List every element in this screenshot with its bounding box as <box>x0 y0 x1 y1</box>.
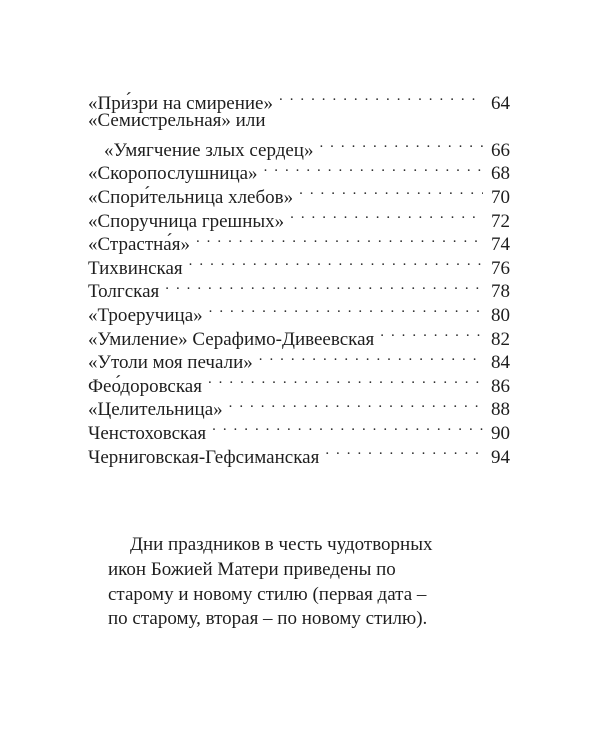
toc-entry <box>88 439 510 468</box>
toc-entry-title: Ченстоховская <box>88 422 207 444</box>
toc-entry-title: «Троеручица» <box>88 304 203 326</box>
dot-leader <box>319 132 483 156</box>
note-line: по старому, вторая – по новому стилю). <box>108 608 428 630</box>
dot-leader <box>212 415 483 439</box>
toc-entry-title-continuation: «Умягчение злых сердец» <box>104 139 314 161</box>
toc-entry-page: 76 <box>491 257 510 279</box>
toc-entry-page: 82 <box>491 328 510 350</box>
toc-entry-page: 74 <box>491 234 510 256</box>
calendar-style-note <box>108 533 508 632</box>
note-line: Дни праздников в честь чудотворных <box>130 534 433 555</box>
toc-entry-title: «При́зри на смирение» <box>88 92 273 114</box>
toc-entry <box>88 227 510 256</box>
dot-leader <box>380 321 483 345</box>
toc-entry <box>88 179 510 208</box>
dot-leader <box>196 227 483 251</box>
dot-leader <box>325 439 483 463</box>
toc-entry-title: «Умиление» Серафимо-Дивеевская <box>88 328 375 350</box>
toc-entry-title: «Утоли моя печали» <box>88 352 253 374</box>
toc-entry <box>88 203 510 232</box>
toc-entry-title: Черниговская-Гефсиманская <box>88 446 320 468</box>
dot-leader <box>208 368 483 392</box>
dot-leader <box>279 85 483 109</box>
toc-entry <box>88 321 510 350</box>
dot-leader <box>229 392 483 416</box>
dot-leader <box>259 345 483 369</box>
toc-entry-title: «Страстна́я» <box>88 234 190 256</box>
note-line: старому и новому стилю (первая дата – <box>108 583 427 605</box>
toc-entry-page: 68 <box>491 163 510 185</box>
dot-leader <box>189 250 483 274</box>
toc-entry-page: 72 <box>491 210 510 232</box>
toc-entry <box>88 85 510 114</box>
dot-leader <box>264 156 483 180</box>
toc-entry <box>88 345 510 374</box>
toc-entry-title: «Скоропослушница» <box>88 163 258 185</box>
toc-entry <box>88 297 510 326</box>
toc-entry-page: 78 <box>491 281 510 303</box>
toc-entry-page: 86 <box>491 375 510 397</box>
dot-leader <box>299 179 483 203</box>
toc-entry-page: 64 <box>491 92 510 114</box>
toc-entry-title: Фео́доровская <box>88 375 202 397</box>
toc-entry-page: 90 <box>491 422 510 444</box>
toc-entry-page: 88 <box>491 399 510 421</box>
toc-entry-page: 94 <box>491 446 510 468</box>
note-line: икон Божией Матери приведены по <box>108 558 396 580</box>
toc-entry-page: 84 <box>491 352 510 374</box>
toc-entry <box>88 109 510 161</box>
toc-entry-title: «Целительница» <box>88 399 223 421</box>
dot-leader <box>209 297 483 321</box>
toc-entry-page: 80 <box>491 304 510 326</box>
toc-entry <box>88 392 510 421</box>
toc-entry <box>88 250 510 279</box>
toc-entry-title: «Семистрельная» или <box>88 109 266 131</box>
toc-entry <box>88 274 510 303</box>
toc-entry <box>88 156 510 185</box>
toc-entry-title: Толгская <box>88 281 160 303</box>
toc-entry-page: 66 <box>491 139 510 161</box>
dot-leader <box>165 274 483 298</box>
toc-entry-title: «Спори́тельница хлебов» <box>88 186 294 208</box>
toc-entry-title: «Споручница грешных» <box>88 210 285 232</box>
toc-entry <box>88 368 510 397</box>
table-of-contents <box>88 85 510 468</box>
toc-entry-title: Тихвинская <box>88 257 183 279</box>
dot-leader <box>290 203 483 227</box>
toc-entry <box>88 415 510 444</box>
toc-entry-page: 70 <box>491 186 510 208</box>
